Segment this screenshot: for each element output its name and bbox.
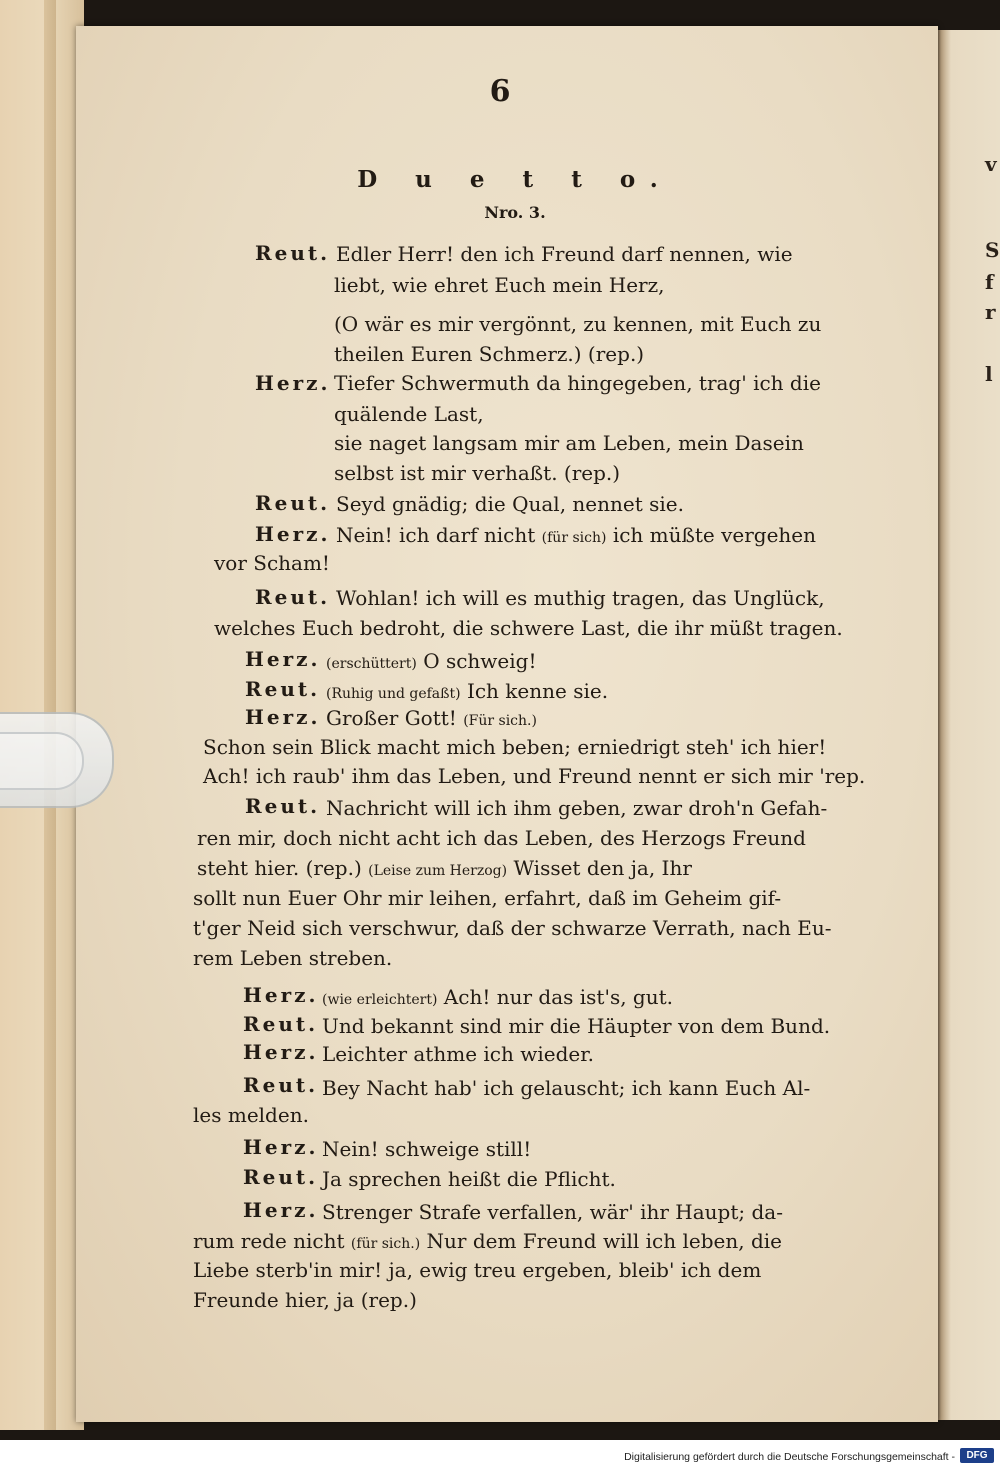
text-line: quälende Last,: [334, 402, 484, 426]
text-line: welches Euch bedroht, die schwere Last, die ihr müßt tragen.: [214, 616, 843, 640]
stage-direction: (erschüttert): [326, 656, 417, 672]
speaker-label: [255, 493, 330, 513]
speaker-reut: Reut.: [243, 1165, 319, 1189]
stage-direction: (Für sich.): [463, 713, 537, 729]
stage-direction: (Ruhig und gefaßt): [326, 686, 461, 702]
text-line: ren mir, doch nicht acht ich das Leben, des Herzogs Freund: [197, 826, 806, 850]
text-line: Edler Herr! den ich Freund darf nennen, wie: [336, 242, 793, 266]
speaker-label: [245, 649, 320, 669]
text-line: Ja sprechen heißt die Pflicht.: [322, 1167, 616, 1191]
speaker-label: [255, 243, 330, 263]
text-line: (O wär es mir vergönnt, zu kennen, mit Euch zu: [334, 312, 822, 336]
text-line: sollt nun Euer Ohr mir leihen, erfahrt, daß im Geheim gif-: [193, 886, 782, 910]
text-run: Ach! nur das ist's, gut.: [443, 985, 673, 1009]
text-line: Bey Nacht hab' ich gelauscht; ich kann Euch Al-: [322, 1076, 811, 1100]
text-line: Und bekannt sind mir die Häupter von dem Bund.: [322, 1014, 831, 1038]
speaker-label: [243, 1075, 318, 1095]
text-line: Leichter athme ich wieder.: [322, 1042, 594, 1066]
text-line: Schon sein Blick macht mich beben; erniedrigt steh' ich hier!: [203, 735, 827, 759]
text-line: Tiefer Schwermuth da hingegeben, trag' ich die: [334, 371, 821, 395]
margin-letter: v: [985, 152, 997, 176]
page-number: 6: [489, 74, 511, 109]
text-run: Nein! ich darf nicht: [336, 523, 536, 547]
text-run: steht hier. (rep.): [197, 856, 362, 880]
speaker-label: [245, 796, 320, 816]
text-line: [193, 1231, 782, 1251]
text-line: Seyd gnädig; die Qual, nennet sie.: [336, 492, 684, 516]
text-line: liebt, wie ehret Euch mein Herz,: [334, 273, 665, 297]
text-line: [326, 708, 537, 728]
text-line: [326, 681, 608, 701]
speaker-label: [243, 1200, 318, 1220]
speaker-herz: Herz.: [243, 1040, 319, 1064]
text-run: Ich kenne sie.: [466, 679, 609, 703]
dfg-logo: DFG: [960, 1448, 994, 1463]
speaker-reut: Reut.: [255, 241, 331, 265]
text-line: Freunde hier, ja (rep.): [193, 1288, 417, 1312]
speaker-label: [243, 985, 318, 1005]
text-line: Wohlan! ich will es muthig tragen, das Unglück,: [336, 586, 825, 610]
text-run: Großer Gott!: [326, 706, 457, 730]
text-line: sie naget langsam mir am Leben, mein Dasein: [334, 431, 804, 455]
speaker-label: [255, 524, 330, 544]
text-line: les melden.: [193, 1103, 309, 1127]
text-line: Liebe sterb'in mir! ja, ewig treu ergeben, bleib' ich dem: [193, 1258, 762, 1282]
margin-letter: f: [985, 270, 994, 294]
text-line: Nachricht will ich ihm geben, zwar droh'n Gefah-: [326, 796, 828, 820]
margin-letter: r: [985, 300, 996, 324]
speaker-label: [255, 587, 330, 607]
section-number: Nro. 3.: [484, 203, 546, 222]
speaker-reut: Reut.: [245, 677, 321, 701]
stage-direction: (wie erleichtert): [322, 992, 438, 1008]
speaker-reut: Reut.: [255, 491, 331, 515]
text-run: O schweig!: [423, 649, 537, 673]
text-line: Strenger Strafe verfallen, wär' ihr Haupt; da-: [322, 1200, 783, 1224]
speaker-herz: Herz.: [243, 1135, 319, 1159]
speaker-herz: Herz.: [245, 705, 321, 729]
speaker-label: [245, 707, 320, 727]
text-line: [326, 651, 536, 671]
funding-notice: Digitalisierung gefördert durch die Deutsche Forschungsgemeinschaft -: [624, 1451, 955, 1463]
speaker-herz: Herz.: [243, 1198, 319, 1222]
text-line: t'ger Neid sich verschwur, daß der schwarze Verrath, nach Eu-: [193, 916, 832, 940]
speaker-reut: Reut.: [243, 1012, 319, 1036]
stage-direction: (Leise zum Herzog): [368, 863, 508, 879]
text-run: ich müßte vergehen: [612, 523, 817, 547]
speaker-label: [245, 679, 320, 699]
text-line: [336, 525, 816, 545]
speaker-reut: Reut.: [255, 585, 331, 609]
margin-letter: S: [985, 238, 1000, 262]
text-line: theilen Euren Schmerz.) (rep.): [334, 342, 645, 366]
margin-letter: l: [985, 362, 993, 386]
speaker-label: [243, 1167, 318, 1187]
text-run: Nur dem Freund will ich leben, die: [426, 1229, 782, 1253]
section-heading: D u e t t o.: [357, 166, 673, 193]
text-line: vor Scham!: [214, 551, 330, 575]
speaker-label: [243, 1042, 318, 1062]
speaker-herz: Herz.: [255, 371, 331, 395]
speaker-herz: Herz.: [245, 647, 321, 671]
text-line: [322, 987, 673, 1007]
text-run: Wisset den ja, Ihr: [513, 856, 692, 880]
text-line: Nein! schweige still!: [322, 1137, 532, 1161]
text-run: rum rede nicht: [193, 1229, 345, 1253]
stage-direction: (für sich): [541, 530, 607, 546]
text-line: rem Leben streben.: [193, 946, 393, 970]
speaker-label: [243, 1137, 318, 1157]
speaker-reut: Reut.: [243, 1073, 319, 1097]
text-line: [197, 858, 692, 878]
speaker-reut: Reut.: [245, 794, 321, 818]
text-line: Ach! ich raub' ihm das Leben, und Freund nennt er sich mir 'rep.: [203, 764, 866, 788]
stage-direction: (für sich.): [350, 1236, 421, 1252]
speaker-herz: Herz.: [255, 522, 331, 546]
text-line: selbst ist mir verhaßt. (rep.): [334, 461, 621, 485]
speaker-label: [243, 1014, 318, 1034]
speaker-label: [255, 373, 330, 393]
speaker-herz: Herz.: [243, 983, 319, 1007]
